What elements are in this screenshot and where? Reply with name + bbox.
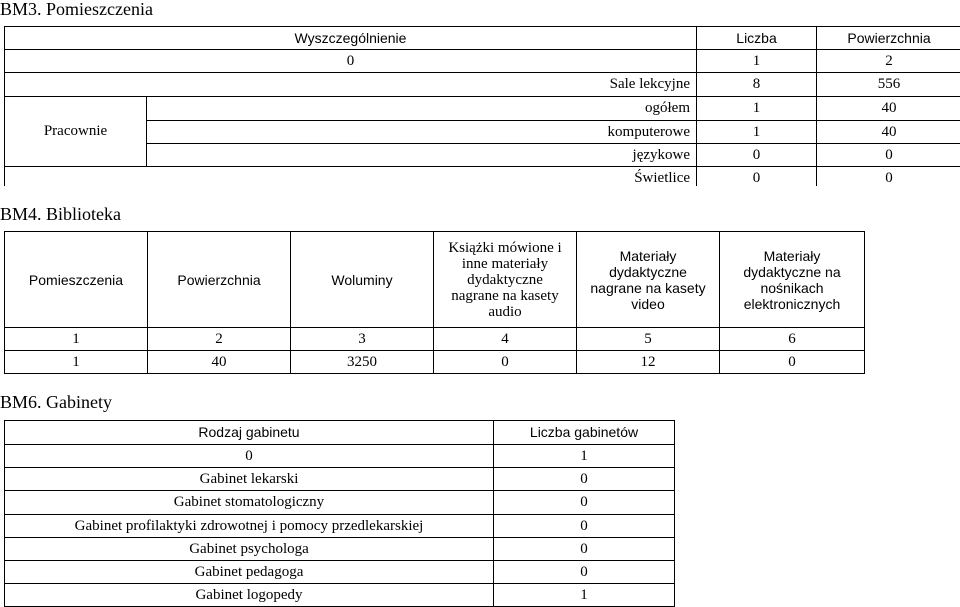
bm4-value-woluminy: 3250 bbox=[291, 351, 434, 374]
bm3-pracownie-ogolem-label: ogółem bbox=[147, 97, 697, 121]
bm6-row-psychologa bbox=[5, 538, 675, 561]
bm3-row-pracownie-komputerowe bbox=[5, 121, 960, 144]
bm6-header-row bbox=[5, 421, 675, 445]
bm3-index-item: 0 bbox=[5, 50, 697, 73]
bm3-header-item: Wyszczególnienie bbox=[5, 27, 697, 50]
bm3-pracownie-jezykowe-label: językowe bbox=[147, 144, 697, 167]
bm4-value-audio: 0 bbox=[434, 351, 577, 374]
bm6-row-logopedy bbox=[5, 584, 675, 607]
bm3-swietlice-area: 0 bbox=[817, 167, 960, 191]
bm3-index-area: 2 bbox=[817, 50, 960, 73]
bm6-row-stomatologiczny bbox=[5, 491, 675, 515]
bm4-header-video: Materiały dydaktyczne nagrane na kasety video bbox=[577, 232, 720, 328]
bm4-header-audio: Książki mówione i inne materiały dydaktyczne nagrane na kasety audio bbox=[434, 232, 577, 328]
bm4-header-woluminy: Woluminy bbox=[291, 232, 434, 328]
bm3-table bbox=[4, 26, 960, 191]
bm3-title: BM3. Pomieszczenia bbox=[0, 0, 153, 20]
bm6-type-stomatologiczny: Gabinet stomatologiczny bbox=[5, 491, 494, 515]
bm6-row-pedagoga bbox=[5, 561, 675, 584]
bm4-value-video: 12 bbox=[577, 351, 720, 374]
bm4-header-powierzchnia: Powierzchnia bbox=[148, 232, 291, 328]
bm6-index-count: 1 bbox=[494, 445, 675, 468]
bm6-type-profilaktyki: Gabinet profilaktyki zdrowotnej i pomocy przedlekarskiej bbox=[5, 515, 494, 538]
bm4-index-4: 4 bbox=[434, 328, 577, 351]
bm6-index-row bbox=[5, 445, 675, 468]
bm3-sale-area: 556 bbox=[817, 73, 960, 97]
bm3-pracownie-komputerowe-label: komputerowe bbox=[147, 121, 697, 144]
bm4-index-2: 2 bbox=[148, 328, 291, 351]
bm3-row-sale bbox=[5, 73, 960, 97]
bm4-table bbox=[4, 231, 865, 374]
bm6-count-stomatologiczny: 0 bbox=[494, 491, 675, 515]
bm3-pracownie-komputerowe-count: 1 bbox=[697, 121, 817, 144]
bm6-type-logopedy: Gabinet logopedy bbox=[5, 584, 494, 607]
bm4-header-electronic: Materiały dydaktyczne na nośnikach elektronicznych bbox=[720, 232, 865, 328]
bm4-index-6: 6 bbox=[720, 328, 865, 351]
bm3-pracownie-jezykowe-area: 0 bbox=[817, 144, 960, 167]
page-break-mask bbox=[0, 186, 960, 226]
bm3-sale-label: Sale lekcyjne bbox=[5, 73, 697, 97]
bm3-header-area: Powierzchnia bbox=[817, 27, 960, 50]
bm6-count-psychologa: 0 bbox=[494, 538, 675, 561]
bm6-type-lekarski: Gabinet lekarski bbox=[5, 468, 494, 491]
bm6-row-lekarski bbox=[5, 468, 675, 491]
bm4-header-row bbox=[5, 232, 865, 328]
bm4-index-1: 1 bbox=[5, 328, 148, 351]
bm6-row-profilaktyki bbox=[5, 515, 675, 538]
bm4-value-powierzchnia: 40 bbox=[148, 351, 291, 374]
bm4-index-3: 3 bbox=[291, 328, 434, 351]
bm3-index-row bbox=[5, 50, 960, 73]
bm6-index-type: 0 bbox=[5, 445, 494, 468]
bm6-table bbox=[4, 420, 675, 607]
bm4-index-5: 5 bbox=[577, 328, 720, 351]
bm6-count-profilaktyki: 0 bbox=[494, 515, 675, 538]
bm6-count-lekarski: 0 bbox=[494, 468, 675, 491]
bm3-row-pracownie-ogolem bbox=[5, 97, 960, 121]
bm3-row-pracownie-jezykowe bbox=[5, 144, 960, 167]
bm6-header-count: Liczba gabinetów bbox=[494, 421, 675, 445]
bm6-count-logopedy: 1 bbox=[494, 584, 675, 607]
bm3-index-count: 1 bbox=[697, 50, 817, 73]
bm3-pracownie-ogolem-area: 40 bbox=[817, 97, 960, 121]
bm3-swietlice-count: 0 bbox=[697, 167, 817, 191]
bm6-count-pedagoga: 0 bbox=[494, 561, 675, 584]
bm3-pracownie-komputerowe-area: 40 bbox=[817, 121, 960, 144]
bm6-title: BM6. Gabinety bbox=[0, 391, 112, 413]
bm4-values-row bbox=[5, 351, 865, 374]
bm3-swietlice-label: Świetlice bbox=[5, 167, 697, 191]
bm3-header-count: Liczba bbox=[697, 27, 817, 50]
bm4-index-row bbox=[5, 328, 865, 351]
bm4-header-pomieszczenia: Pomieszczenia bbox=[5, 232, 148, 328]
bm4-title: BM4. Biblioteka bbox=[0, 203, 121, 225]
bm4-value-electronic: 0 bbox=[720, 351, 865, 374]
bm6-type-pedagoga: Gabinet pedagoga bbox=[5, 561, 494, 584]
bm3-sale-count: 8 bbox=[697, 73, 817, 97]
bm6-type-psychologa: Gabinet psychologa bbox=[5, 538, 494, 561]
bm6-header-type: Rodzaj gabinetu bbox=[5, 421, 494, 445]
bm3-pracownie-ogolem-count: 1 bbox=[697, 97, 817, 121]
bm3-header-row bbox=[5, 27, 960, 50]
bm4-value-pomieszczenia: 1 bbox=[5, 351, 148, 374]
bm3-pracownie-label: Pracownie bbox=[5, 97, 147, 167]
bm3-pracownie-jezykowe-count: 0 bbox=[697, 144, 817, 167]
